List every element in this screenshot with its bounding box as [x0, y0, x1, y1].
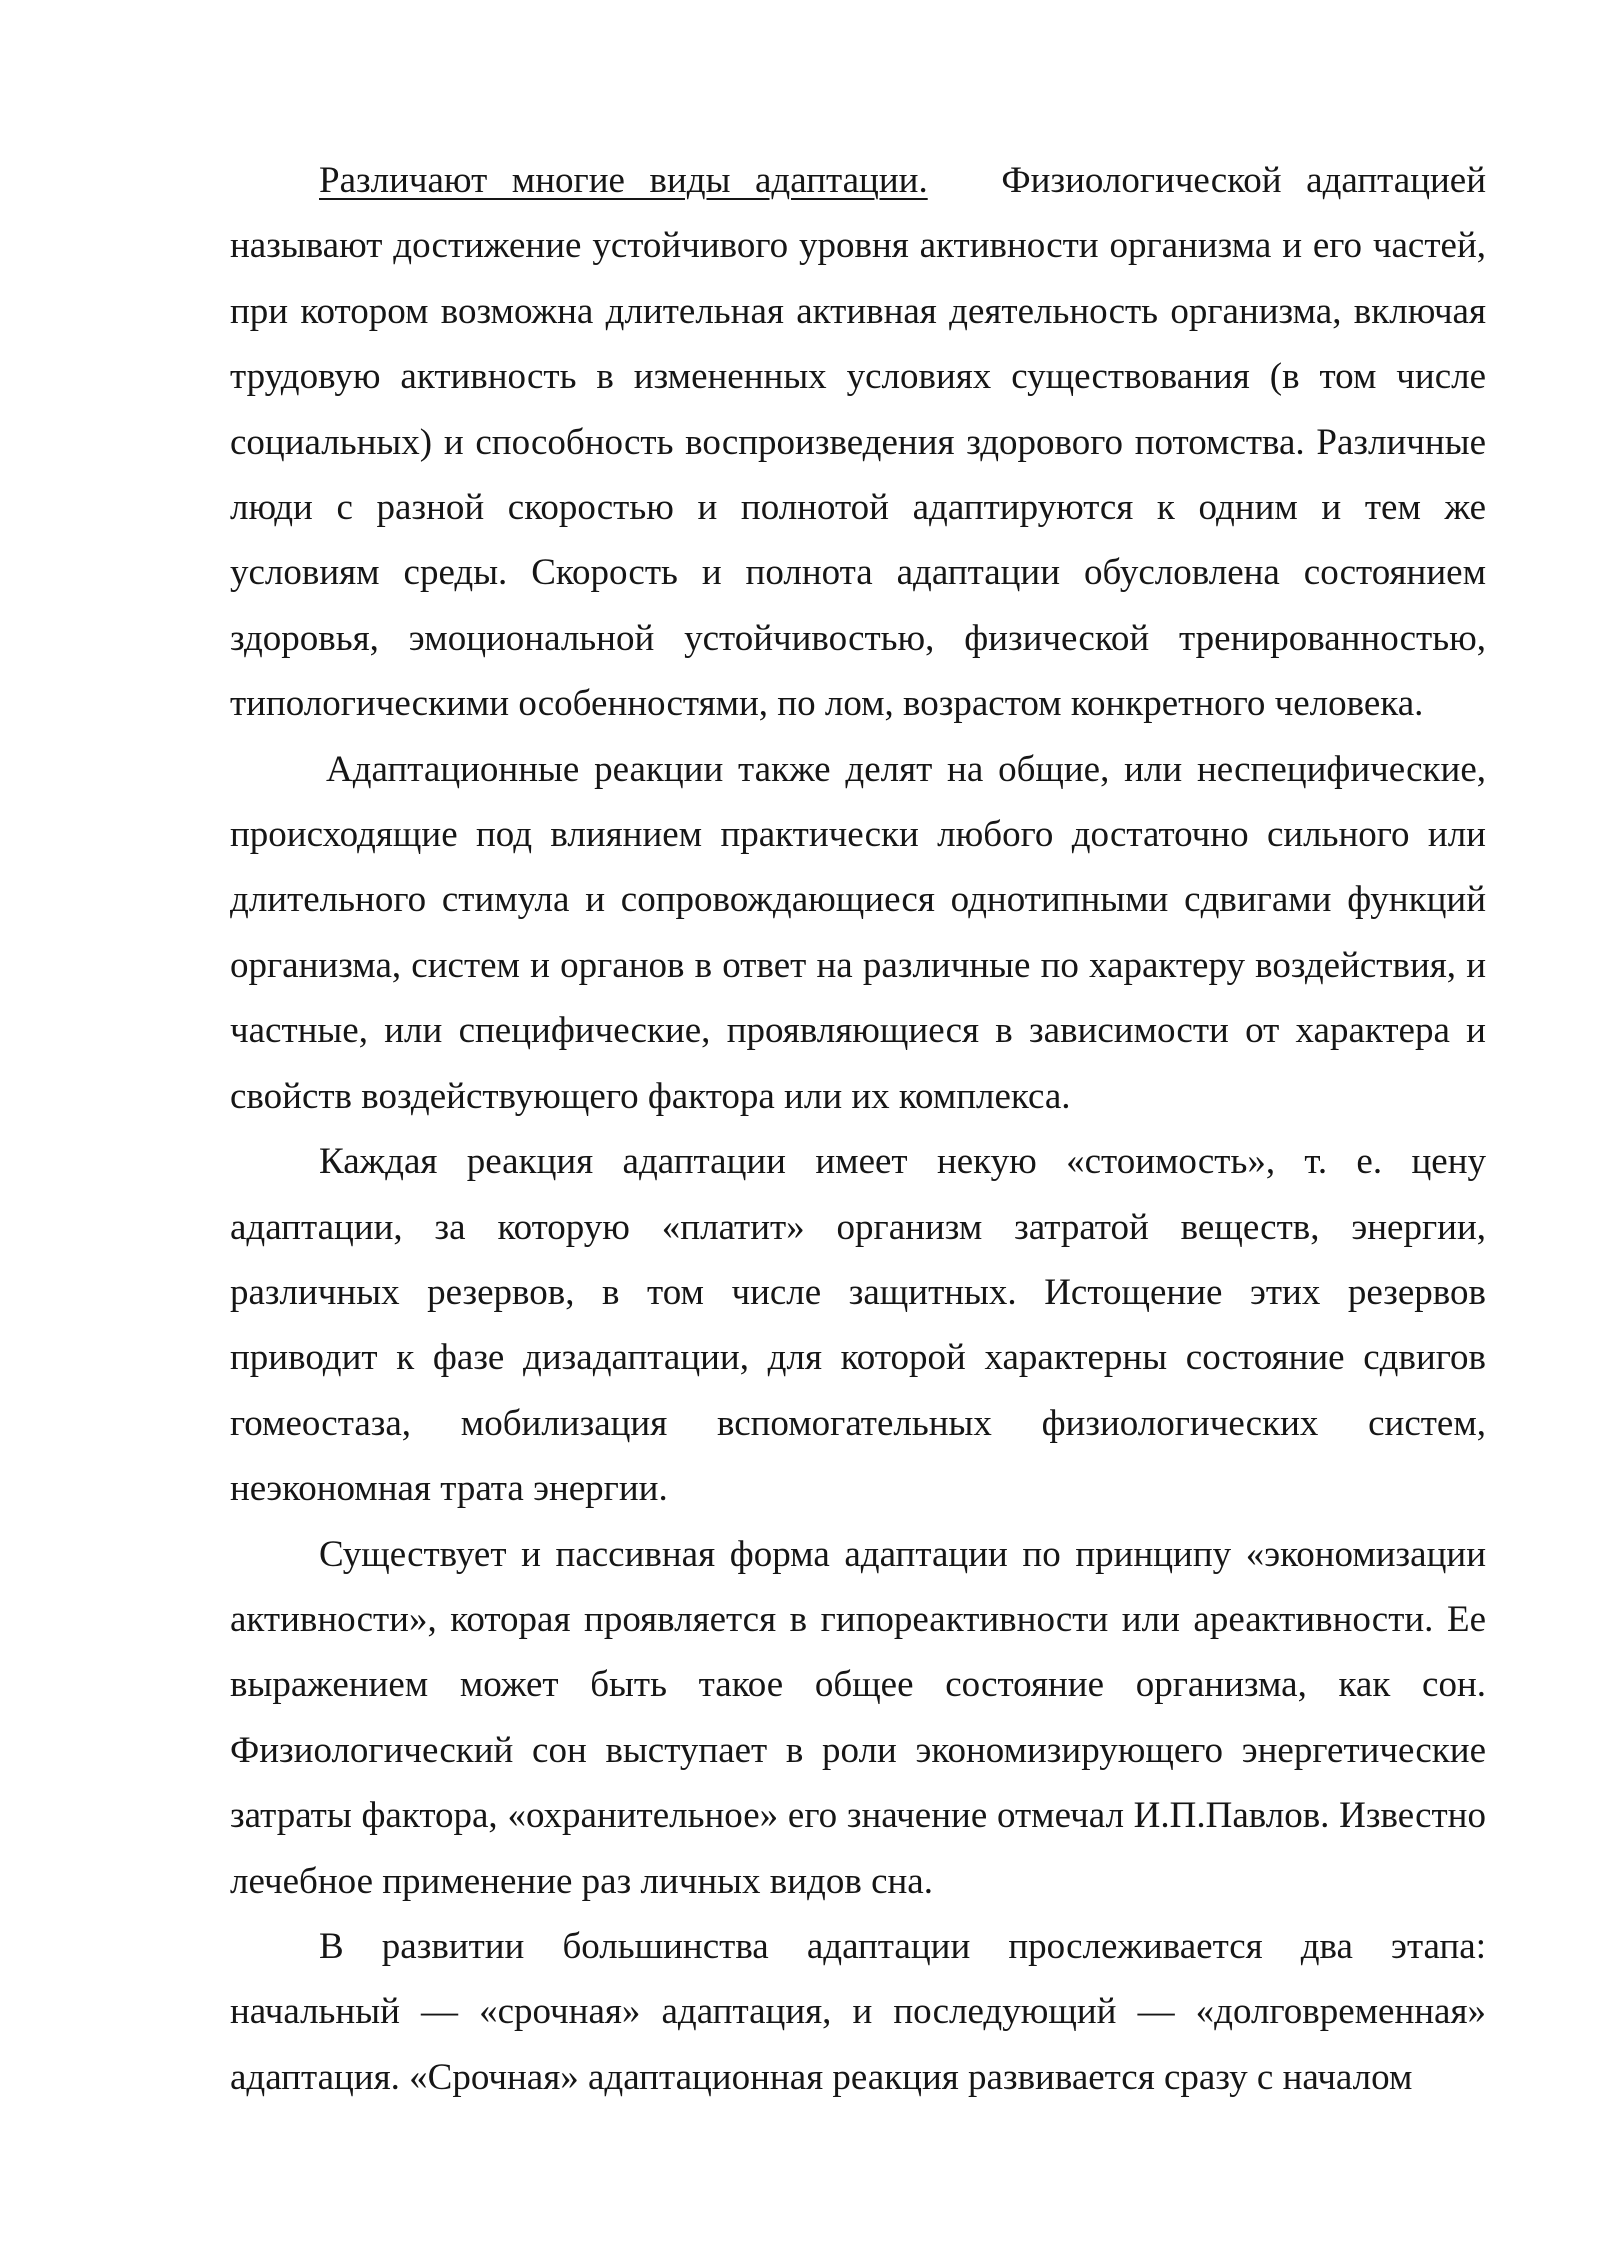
paragraph-text: Адаптационные реакции также делят на общие, или неспецифические, происходящие под влиянием практически любого достаточно сильного или длительного стимула и сопровождающиеся однотипными сдвигами функций организма, систем и органов в ответ на различные по характеру воздействия, и частные, или специфические, проявляющиеся в зависимости от характера и свойств воздействующего фактора или их комплекса.	[230, 748, 1486, 1117]
paragraph-text: Существует и пассивная форма адаптации по принципу «экономизации активности», которая проявляется в гипореактивности или ареактивности. Ее выражением может быть такое общее состояние организма, как сон. Физиологический сон выступает в роли экономизирующего энергетические затраты фактора, «охранительное» его значение отмечал И.П.Павлов. Известно лечебное применение раз личных видов сна.	[230, 1533, 1486, 1902]
body-text	[230, 148, 1486, 2110]
paragraph-text: Физиологической адаптацией называют достижение устойчивого уровня активности организма и его частей, при котором возможна длительная активная деятельность организма, включая трудовую активность в измененных условиях существования (в том числе социальных) и способность воспроизведения здорового потомства. Различные люди с разной скоростью и полнотой адаптируются к одним и тем же условиям среды. Скорость и полнота адаптации обусловлена состоянием здоровья, эмоциональной устойчивостью, физической тренированностью, типологическими особенностями, по лом, возрастом конкретного человека.	[230, 160, 1487, 725]
paragraph-adaptation-cost	[230, 1129, 1486, 1521]
paragraph-adaptation-types	[230, 148, 1486, 737]
paragraph-adaptation-stages	[230, 1914, 1486, 2110]
paragraph-text: Каждая реакция адаптации имеет некую «стоимость», т. е. цену адаптации, за которую «платит» организм затратой веществ, энергии, различных резервов, в том числе защитных. Истощение этих резервов приводит к фазе дизадаптации, для которой характерны состояние сдвигов гомеостаза, мобилизация вспомогательных физиологических систем, неэкономная трата энергии.	[230, 1141, 1486, 1510]
paragraph-passive-adaptation	[230, 1522, 1486, 1914]
paragraph-text: В развитии большинства адаптации прослеживается два этапа: начальный — «срочная» адаптация, и последующий — «долговременная» адаптация. «Срочная» адаптационная реакция развивается сразу с началом	[230, 1925, 1486, 2098]
underlined-lead-sentence: Различают многие виды адаптации.	[319, 160, 928, 201]
paragraph-adaptation-reactions	[230, 737, 1486, 1129]
